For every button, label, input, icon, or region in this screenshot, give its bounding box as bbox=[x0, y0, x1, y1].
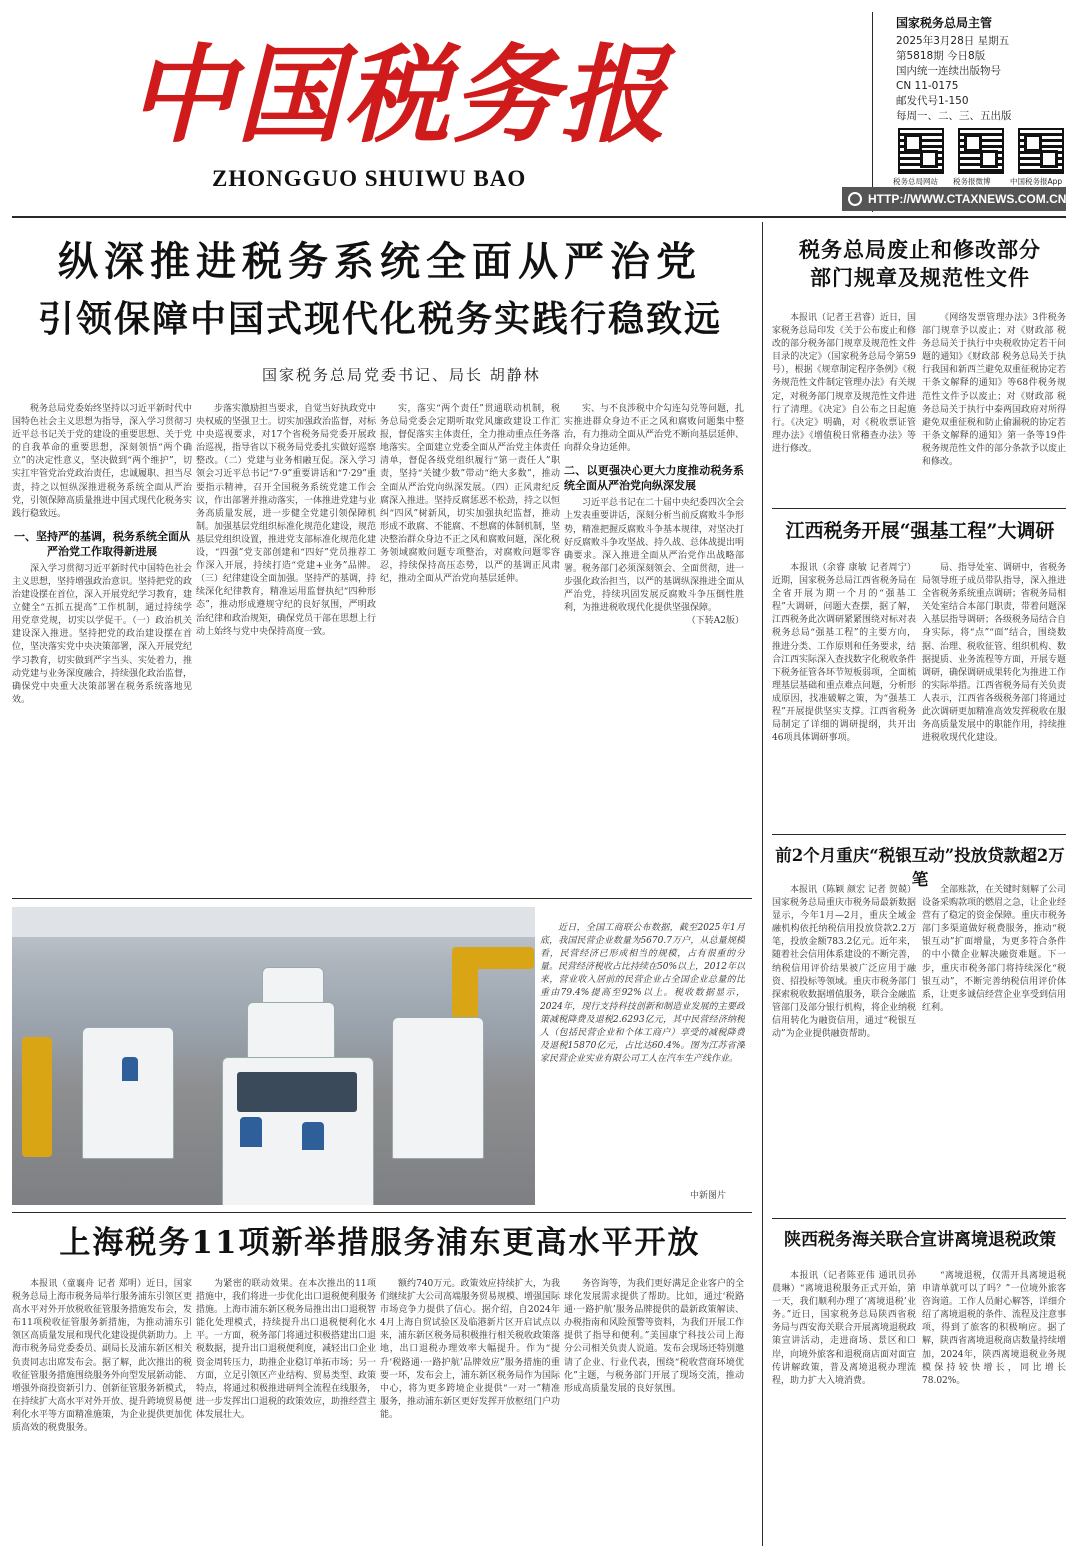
right3-column-1: 本报讯（陈颖 颜宏 记者 贺兢）国家税务总局重庆市税务局最新数据显示，今年1月—2月，重庆全域金融机构依托纳税信用投放贷款2.2万笔，投放金额783.2亿元。近年来，随着社会信用体系建设的不断完善，纳税信用评价结果被广泛应用于融资、招投标等领域。重庆市税务部门探索税收数据增值服务，联合金融监管部门及部分银行机构，将企业纳税信用转化为融资信用，通过“税银互动”为企业提供融资帮助。 bbox=[772, 885, 916, 1040]
masthead-pinyin: ZHONGGUO SHUIWU BAO bbox=[212, 166, 527, 191]
right4-column-1: 本报讯（记者陈亚伟 通讯员孙晨琳）“离境退税服务正式开始，第一天，我们顺利办理了‘离境退税’业务。”近日，国家税务总局陕西省税务局与西安海关联合开展离境退税政策宣讲活动，走进商场、景区和口岸，向境外旅客和退税商店面对面宣传讲解政策，普及离境退税办理流程，助力扩大入境消费。 bbox=[772, 1271, 916, 1386]
lead-bottom-rule bbox=[12, 898, 752, 899]
qr-label-weibo: 税务报微博 bbox=[953, 177, 991, 186]
right1-bottom-rule bbox=[772, 508, 1066, 509]
right4-column-2: “离境退税，仅需开具离境退税申请单就可以了吗？”一位境外旅客咨询道。工作人员耐心解答，详细介绍了离境退税的条件、流程及注意事项，得到了旅客的积极响应。据了解，陕西省离境退税商店数量持续增加，2024年，陕西离境退税业务规模保持较快增长，同比增长78.02%。 bbox=[922, 1271, 1066, 1386]
qr-label-website: 税务总局网站 bbox=[893, 177, 938, 186]
shanghai-column-1: 本报讯（童襄舟 记者 郑明）近日，国家税务总局上海市税务局举行服务浦东引领区更高水平对外开放税收征管服务措施发布会，发布11项税收征管服务新措施，为推动浦东引领区高质量发展和现代化建设提供新助力。上海市税务局党委委员、副局长及浦东新区相关负责同志出席发布会。据了解，此次推出的税收征管服务措施围绕服务外向型发展新动能、增强外商投资新引力、创新征管服务新模式，在持续扩大高水平对外开放、提升跨境贸易便利化水平等方面精准施策，为企业提供更加优质高效的税费服务。 bbox=[12, 1279, 192, 1434]
lead-byline: 国家税务总局党委书记、局长 胡静林 bbox=[262, 366, 541, 384]
shanghai-column-2: 为紧密的联动效果。在本次推出的11项措施中，我们将进一步优化出口退税便利服务措施。上海市浦东新区税务局推出出口退税智能化处理模式，持续提升出口退税便利化水平。一方面，税务部门将通过积极搭建出口退税数据，提升出口退税便利度，减轻出口企业资金周转压力，助推企业稳订单拓市场；另一方面，立足引领区产业结构、贸易类型、政策特点，将通过积极推进研判全流程在线服务，进一步发挥出口退税的政策效应，助推经营主体发展壮大。 bbox=[196, 1279, 376, 1420]
worker-figure bbox=[240, 1117, 262, 1147]
robot-arm bbox=[474, 947, 534, 969]
right2-column-2: 局、指导处室、调研中，省税务局领导班子成员带队指导，深入推进全省税务系统重点调研；省税务局相关处室结合本部门职责，带着问题深入基层指导调研；各级税务局结合自身实际，将“点”“面”结合，围绕数据、治理、税收征管、组织机构、数据提质、业务流程等方面，开展专题调研，确保调研成果转化为推进工作的实际举措。江西省税务局有关负责人表示，江西省各级税务部门将通过此次调研更加精准高效发挥税收在服务高质量发展中的职能作用，持续推进税收现代化建设。 bbox=[922, 563, 1066, 744]
issue-schedule: 每周一、二、三、五出版 bbox=[896, 110, 1012, 122]
right2-column-1: 本报讯（余睿 康敏 记者周宁）近期，国家税务总局江西省税务局在全省开展为期一个月的“强基工程”大调研，问题大查摆，据了解，江西税务此次调研紧紧围绕对标对表税务总局“强基工程”的主要方向，推进分类、工作原则和任务要求，结合江西实际深入查找数字化税收条件下税务征管各环节短板弱项，全面梳理基层基础和重点难点问题，分析形成原因，找准破解之策，为“强基工程”开展提供坚实支撑。江西省税务局制定了详细的调研提纲，共开出46项具体调研事项。 bbox=[772, 563, 916, 744]
lead-column-4: 实、与不良涉税中介勾连勾兑等问题，扎实推进群众身边不正之风和腐败问题集中整治，有力推动全面从严治党不断向基层延伸、向群众身边延伸。 二、以更强决心更大力度推动税务系统全面从严治党向纵深发展 习近平总书记在二十届中央纪委四次全会上发表重要讲话，深刻分析当前反腐败斗争形势，精准把握反腐败斗争基本规律，对坚决打好反腐败斗争攻坚战、持久战、总体战提出明确要求。深入推进全面从严治党作出战略部署。税务部门必须深刻领会、全面贯彻，进一步强化政治担当，以严的基调纵深推进全面从严治党，持续巩固发展反腐败斗争压倒性胜利，为推进税收现代化提供坚强保障。 （下转A2版） bbox=[564, 403, 744, 887]
sponsor-label: 国家税务总局主管 bbox=[896, 16, 993, 30]
shanghai-column-3: 额约740万元。政策效应持续扩大，为我们继续扩大公司高端服务贸易规模、增强国际市场竞争力提供了信心。据介绍，自2024年4月上海自贸试验区及临港新片区开启试点以来，浦东新区税务局积极推行相关税收政策落地，出口退税办理效率大幅提升。作为“提升‘税路通·一路护航’品牌效应”服务措施的重要一环，发布会上，浦东新区税务局作为国际中心，将为更多跨境企业提供“一对一”精准服务，推动浦东新区更好发挥开放枢纽门户功能。 bbox=[380, 1279, 560, 1420]
qr-code-weibo[interactable] bbox=[958, 128, 1004, 174]
qr-code-website[interactable] bbox=[898, 128, 944, 174]
right1-headline-2: 部门规章及规范性文件 bbox=[810, 265, 1030, 290]
globe-icon bbox=[848, 192, 862, 206]
masthead-bottom-rule bbox=[12, 216, 1066, 218]
worker-figure bbox=[302, 1122, 324, 1150]
website-url-bar[interactable] bbox=[842, 187, 1066, 211]
van-body bbox=[82, 1027, 174, 1159]
masthead-title: 中国税务报 bbox=[128, 32, 668, 157]
photo-credit: 中新图片 bbox=[690, 1191, 727, 1201]
lead-column-1: 税务总局党委始终坚持以习近平新时代中国特色社会主义思想为指导，深入学习贯彻习近平总书记关于党的建设的重要思想、关于党的自我革命的重要思想，深刻领悟“两个确立”的决定性意义，坚决做到“两个维护”，切实扛牢管党治党政治责任，忠诚履职、担当尽责，持之以恒纵深推进税务系统全面从严治党，引领保障高质量推进中国式现代化税务实践行稳致远。 一、坚持严的基调，税务系统全面从严治党工作取得新进展 深入学习贯彻习近平新时代中国特色社会主义思想，坚持增强政治意识。坚持把党的政治建设摆在首位，深入开展党纪学习教育，建立健全“五抓五提高”工作机制，通过持续学用党章党规，切实以学促干。（一）政治机关建设深入推进。坚持把党的政治建设摆在首位，坚决落实党中央决策部署，深入开展党纪学习教育，切实做到严字当头、实处着力，推动党建与业务深度融合，持续强化政治监督，确保党中央重大决策部署在税务系统落地见效。 bbox=[12, 404, 192, 705]
website-url[interactable]: HTTP://WWW.CTAXNEWS.COM.CN bbox=[868, 192, 1067, 206]
right1-headline-1: 税务总局废止和修改部分 bbox=[799, 237, 1041, 262]
qr-label-app: 中国税务报App bbox=[1010, 177, 1063, 186]
factory-photo bbox=[12, 907, 535, 1205]
shanghai-headline: 上海税务11项新举措服务浦东更高水平开放 bbox=[59, 1225, 701, 1261]
photo-pillar bbox=[12, 907, 535, 937]
van-body bbox=[392, 1017, 484, 1159]
lead-headline-2: 引领保障中国式现代化税务实践行稳致远 bbox=[37, 298, 722, 340]
van-body bbox=[247, 1002, 335, 1059]
lead-column-3: 实，落实“两个责任”贯通联动机制，税务总局党委会定期听取党风廉政建设工作汇报，督促落实主体责任，全力推动重点任务落地落实。全面建立党委全面从严治党主体责任清单，督促各级党组织履行“第一责任人”职责，坚持“关键少数”带动“绝大多数”，推动全面从严治党向纵深发展。（四）正风肃纪反腐深入推进。坚持反腐惩恶不松劲，持之以恒纠“四风”树新风，切实加强执纪监督，推动形成不敢腐、不能腐、不想腐的体制机制，坚决整治群众身边不正之风和腐败问题，深化税务领域腐败问题专项整治，对腐败问题零容忍，持续保持高压态势，以严的基调正风肃纪，推动全面从严治党向基层延伸。 bbox=[380, 404, 560, 585]
issue-postal: 邮发代号1-150 bbox=[896, 95, 969, 107]
shanghai-column-4: 务咨询等，为我们更好满足企业客户的全球化发展需求提供了帮助。比如，通过‘税路通·一路护航’服务品牌提供的最新政策解读、办税指南和风险预警等资料，为我们开展工作提供了指导和便利。”美国康宁科技公司上海分公司相关负责人说道。发布会现场还特别邀请了企业、行业代表，围绕“税收营商环境优化”主题，与税务部门开展了现场交流，推动形成高质量发展的良好氛围。 bbox=[564, 1279, 744, 1394]
right2-headline: 江西税务开展“强基工程”大调研 bbox=[785, 520, 1055, 542]
issue-number: 第5818期 今日8版 bbox=[896, 50, 986, 62]
lead-column-2: 步落实激励担当要求，自觉当好执政党中央权威的坚强卫士。切实加强政治监督，对标中央巡视要求，对17个省税务局党委开展政治巡视，指导省以下税务局党委扎实做好巡察整改。（二）党建与业务相融互促。深入学习领会习近平总书记“7·9”重要讲话和“7·29”重要指示精神，召开全国税务系统党建工作会议，作出部署并推动落实，一体推进党建与业务高质量发展，进一步健全党建引领保障机制。加强基层党组织标准化规范化建设，规范基层党组织设置，推进党支部标准化规范化建设，“四强”党支部创建和“四好”党员推荐工作深入开展，持续打造“党建+业务”品牌。（三）纪律建设全面加强。坚持严的基调，持续深化纪律教育，精准运用监督执纪“四种形态”，推动形成遵规守纪的良好氛围，严明政治纪律和政治规矩，确保党员干部在思想上行动上始终与党中央保持高度一致。 bbox=[196, 404, 376, 637]
right1-column-2: 《网络发票管理办法》3件税务部门规章予以废止；对《财政部 税务总局关于执行中央税收协定若干问题的通知》《财政部 税务总局关于执行我国和新西兰避免双重征税协定若干条文解释的通知》等68件税务规范性文件予以废止；对《财政部 税务总局关于执行中泰两国政府对所得避免双重征税和防止偷漏税的协定若干条文解释的通知》第一条等19件税务规范性文件的部分条款予以废止和修改。 bbox=[922, 313, 1066, 468]
photo-bottom-rule bbox=[12, 1212, 752, 1213]
issue-info bbox=[896, 34, 1071, 124]
van-window bbox=[237, 1072, 357, 1112]
right3-column-2: 全部账款，在关键时刻解了公司设备采购款项的燃眉之急，让企业经营有了稳定的资金保障。重庆市税务部门多渠道做好税费服务，推动“税银互动”扩面增量，为更多符合条件的中小微企业解决融资难题。下一步，重庆市税务部门将持续深化“税银互动”，不断完善纳税信用评价体系，让更多诚信经营企业享受到信用红利。 bbox=[922, 885, 1066, 1013]
robot-arm bbox=[22, 1037, 52, 1157]
right3-bottom-rule bbox=[772, 1218, 1066, 1219]
issue-date: 2025年3月28日 星期五 bbox=[896, 35, 1010, 47]
lead-section-heading-1: 一、坚持严的基调，税务系统全面从严治党工作取得新进展 bbox=[14, 529, 190, 558]
lead-continued[interactable]: （下转A2版） bbox=[686, 616, 744, 627]
masthead-vertical-divider bbox=[872, 12, 873, 212]
right2-bottom-rule bbox=[772, 834, 1066, 835]
qr-code-app[interactable] bbox=[1018, 128, 1064, 174]
lead-section-heading-2: 二、以更强决心更大力度推动税务系统全面从严治党向纵深发展 bbox=[564, 464, 744, 493]
right4-headline: 陕西税务海关联合宣讲离境退税政策 bbox=[784, 1230, 1056, 1250]
issue-cn-number: CN 11-0175 bbox=[896, 80, 959, 92]
photo-caption: 近日，全国工商联公布数据，截至2025年1月底，我国民营企业数量为5670.7万户，从总量规模看，民营经济已形成相当的规模，占有很重的分量。民营经济税收占比持续在50%以上，2012年以来，营业收入居前的民营企业占全国企业总量的比重由79.4%提高至92%以上。税收数据显示，2024年，现行支持科技创新和制造业发展的主要政策减税降费及退税2.6293亿元，其中民营经济纳税人（包括民营企业和个体工商户）享受的减税降费及退税15870亿元，占比达60.4%。图为江苏省溧家民营企业实业有限公司工人在汽车生产线作业。 bbox=[540, 923, 745, 1064]
issue-cn-label: 国内统一连续出版物号 bbox=[896, 65, 1001, 77]
lead-headline-1: 纵深推进税务系统全面从严治党 bbox=[58, 238, 702, 285]
worker-figure bbox=[122, 1057, 138, 1081]
right1-column-1: 本报讯（记者王君睿）近日，国家税务总局印发《关于公布废止和修改的部分税务部门规章及规范性文件目录的决定》（国家税务总局令第59号），根据《规章制定程序条例》《税务规范性文件制定管理办法》有关规定，对税务部门规章及规范性文件进行了清理。《决定》自公布之日起施行。《决定》明确，对《税收票证管理办法》《增值税日常稽查办法》等进行修改。 bbox=[772, 313, 916, 454]
right3-headline: 前2个月重庆“税银互动”投放贷款超2万笔 bbox=[775, 846, 1065, 889]
right-column-divider bbox=[762, 222, 763, 1546]
